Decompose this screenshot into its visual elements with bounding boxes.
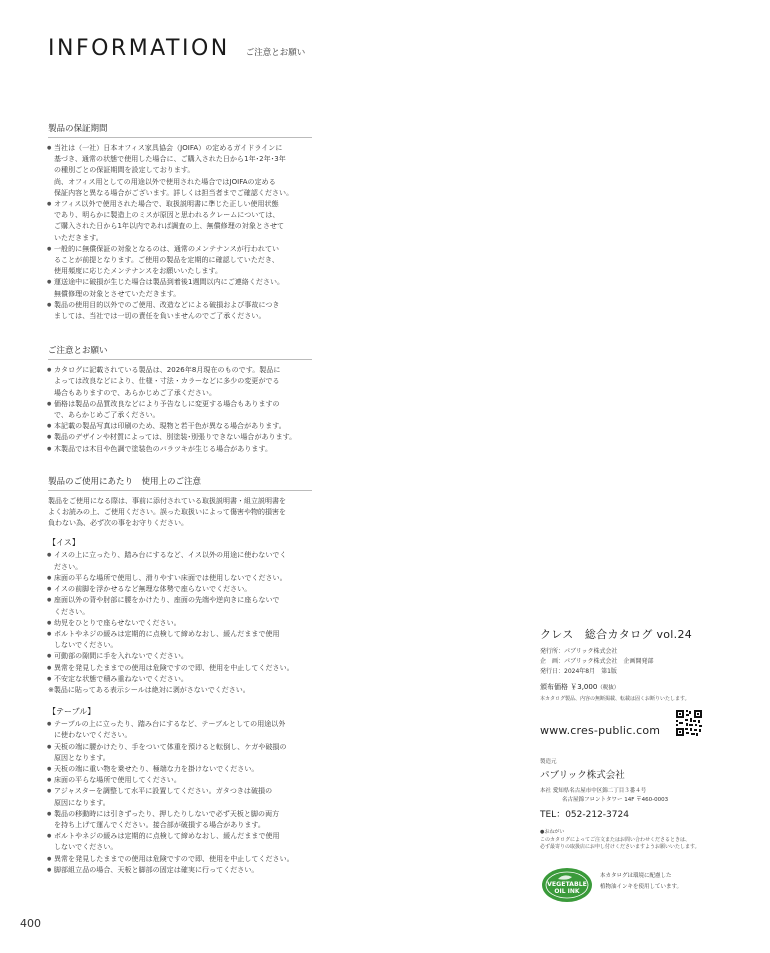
cautions-section [48,344,312,455]
list-item: ● 木製品では木目や色調で塗装色のバラツキが生じる場合があります。 [48,444,312,455]
issue-date: 発行日：2024年8月 第1版 [540,668,617,675]
price-tax: （税抜） [597,685,620,691]
page-header [48,36,305,61]
page-title: INFORMATION [48,36,230,61]
list-item: ● 運送途中に破損が生じた場合は製品到着後1週間以内にご連絡ください。 [48,277,312,288]
eco-text [600,871,682,893]
catalog-title: クレス 総合カタログ vol.24 [540,628,693,641]
request-line-1: このカタログによってご注文またはお問い合わせくださるときは、 [540,836,691,843]
list-item: ましては、当社では一切の責任を負いませんのでご了承ください。 [54,312,266,321]
list-item: ださい。 [54,562,83,571]
chair-list [48,550,312,684]
list-item: ● 幼児をひとりで座らせないでください。 [48,618,312,629]
url-row [540,710,740,740]
warranty-list [48,143,312,322]
usage-heading: 製品のご使用にあたり 使用上のご注意 [48,475,312,491]
usage-intro-2: よくお読みの上、ご使用ください。誤った取扱いによって傷害や物的損害を [48,508,286,517]
cautions-heading: ご注意とお願い [48,344,312,360]
list-item: 使用頻度に応じたメンテナンスをお願いいたします。 [54,267,223,276]
list-item: しないでください。 [54,641,118,650]
list-item: 無償修理の対象とさせていただきます。 [54,289,181,298]
eco-badge-line-1: VEGETABLE [547,881,587,888]
request-note [540,829,740,852]
price-label: 頒布価格 [540,683,568,691]
list-item: ● 異常を発見したままでの使用は危険ですので即、使用を中止してください。 [48,663,312,674]
list-item: いただきます。 [54,233,103,242]
list-item: 原因になります。 [54,798,110,807]
list-item: ● ボルトやネジの緩みは定期的に点検して締めなおし、緩んだままで使用 [48,629,312,640]
list-item: ● イスの上に立ったり、踏み台にするなど、イス以外の用途に使わないでく [48,550,312,561]
chair-heading: 【イス】 [48,538,80,548]
catalog-info [540,626,740,740]
copyright-notice: 本カタログ製品、内容の無断掲載、転載は固くお断りいたします。 [540,696,690,702]
list-item: ご購入された日から1年以内であれば調査の上、無償修理の対象とさせて [54,222,285,231]
eco-badge-line-2: OIL INK [554,888,580,895]
eco-text-2: 植物油インキを使用しています。 [600,884,683,890]
table-heading: 【テーブル】 [48,707,96,717]
list-item: 基づき、通常の状態で使用した場合に、ご購入された日から1年･2年･3年 [54,155,286,164]
eco-badge-area [540,865,740,905]
list-item: に使わないでください。 [54,731,132,740]
list-item: 尚、オフィス用としての用途以外で使用された場合ではJOIFAの定める [54,177,276,186]
eco-text-1: 本カタログは環境に配慮した [600,873,672,879]
list-item: 原因となります。 [54,753,110,762]
table-list [48,719,312,876]
list-item: ● オフィス以外で使用された場合で、取扱説明書に準じた正しい使用状態 [48,199,312,210]
list-item: ● 価格は製品の品質改良などにより予告なしに変更する場合もありますの [48,399,312,410]
list-item: ● 天板の端に腰かけたり、手をついて体重を預けると転倒し、ケガや破損の [48,742,312,753]
vegetable-oil-ink-logo [540,865,596,905]
list-item: ● 製品の移動時には引きずったり、押したりしないで必ず天板と脚の両方 [48,809,312,820]
list-item: ● 一般的に無償保証の対象となるのは、通常のメンテナンスが行われてい [48,244,312,255]
maker-address-line-1: 本社 愛知県名古屋市中区錦二丁目３番４号 [540,788,647,794]
list-item: ● 可動部の隙間に手を入れないでください。 [48,651,312,662]
list-item: ● 不安定な状態で積み重ねないでください。 [48,674,312,685]
list-item: ● 天板の端に重い物を乗せたり、極端な力を掛けないでください。 [48,764,312,775]
warranty-section [48,122,312,322]
list-item: よっては改良などにより、仕様・寸法・カラーなどに多少の変更がでる [54,377,280,386]
chair-note: ※製品に貼ってある表示シールは絶対に剥がさないでください。 [48,685,250,694]
list-item: ● 本記載の製品写真は印刷のため、現物と若干色が異なる場合があります。 [48,421,312,432]
publication-info [540,647,740,677]
left-column [48,122,312,876]
request-line-2: 必ず最寄りの取扱店にお申し付けくださいますようお願いいたします。 [540,844,700,850]
list-item: であり、明らかに製造上のミスが原因と思われるクレームについては、 [54,211,280,220]
list-item: ● カタログに記載されている製品は、2026年8月現在のものです。製品に [48,365,312,376]
list-item: 保証内容と異なる場合がございます。詳しくは担当者までご確認ください。 [54,188,294,197]
list-item: ● 異常を発見したままでの使用は危険ですので即、使用を中止してください。 [48,854,312,865]
list-item: ● 製品の使用目的以外でのご使用、改造などによる破損および事故につき [48,300,312,311]
request-title: ●おねがい [540,829,565,835]
maker-address [540,787,740,804]
price-value: ￥3,000 [570,683,598,691]
list-item: しないでください。 [54,843,118,852]
maker-label: 製造元 [540,759,557,765]
list-item: ● 座面以外の背や肘部に腰をかけたり、座面の先端や逆向きに座らないで [48,595,312,606]
editor: 企 画：パブリック株式会社 企画開発部 [540,658,654,665]
page-number: 400 [20,917,41,930]
manufacturer-info [540,757,740,852]
maker-address-line-2: 名古屋錦フロントタワー 14F 〒460-0003 [562,796,669,803]
warranty-heading: 製品の保証期間 [48,122,312,138]
list-item: ることが前提となります。ご使用の製品を定期的に確認していただき、 [54,256,279,265]
list-item: の種別ごとの保証期間を設定しております。 [54,166,195,175]
list-item: で、あらかじめご了承ください。 [54,411,160,420]
list-item: ● アジャスターを調整して水平に設置してください。ガタつきは破損の [48,786,312,797]
list-item: ● テーブルの上に立ったり、踏み台にするなど、テーブルとしての用途以外 [48,719,312,730]
maker-tel: TEL：052-212-3724 [540,810,629,820]
page-subtitle: ご注意とお願い [245,48,306,58]
list-item: ● 床面の平らな場所で使用してください。 [48,775,312,786]
list-item: ● 脚部組立品の場合、天板と脚部の固定は確実に行ってください。 [48,865,312,876]
list-item: を持ち上げて運んでください。接合部が破損する場合があります。 [54,820,265,829]
list-item: ● ボルトやネジの緩みは定期的に点検して締めなおし、緩んだままで使用 [48,831,312,842]
publisher: 発行所：パブリック株式会社 [540,648,618,655]
list-item: ください。 [54,607,90,616]
usage-intro-3: 負わない為、必ず次の事をお守りください。 [48,519,188,528]
list-item: ● 床面の平らな場所で使用し、滑りやすい床面では使用しないでください。 [48,573,312,584]
qr-code-icon[interactable] [676,710,702,736]
list-item: ● 製品のデザインや材質によっては、別塗装･別張りできない場合があります。 [48,432,312,443]
price [540,682,740,692]
list-item: ● 当社は（一社）日本オフィス家具協会（JOIFA）の定めるガイドラインに [48,143,312,154]
usage-intro-1: 製品をご使用になる際は、事前に添付されている取扱説明書・組立説明書を [48,496,286,505]
maker-company: パブリック株式会社 [540,770,625,781]
cautions-list [48,365,312,455]
website-link[interactable]: www.cres-public.com [540,724,661,737]
list-item: 場合もありますので、あらかじめご了承ください。 [54,388,217,397]
usage-section [48,475,312,876]
list-item: ● イスの前脚を浮かせるなど無理な体勢で座らないでください。 [48,584,312,595]
